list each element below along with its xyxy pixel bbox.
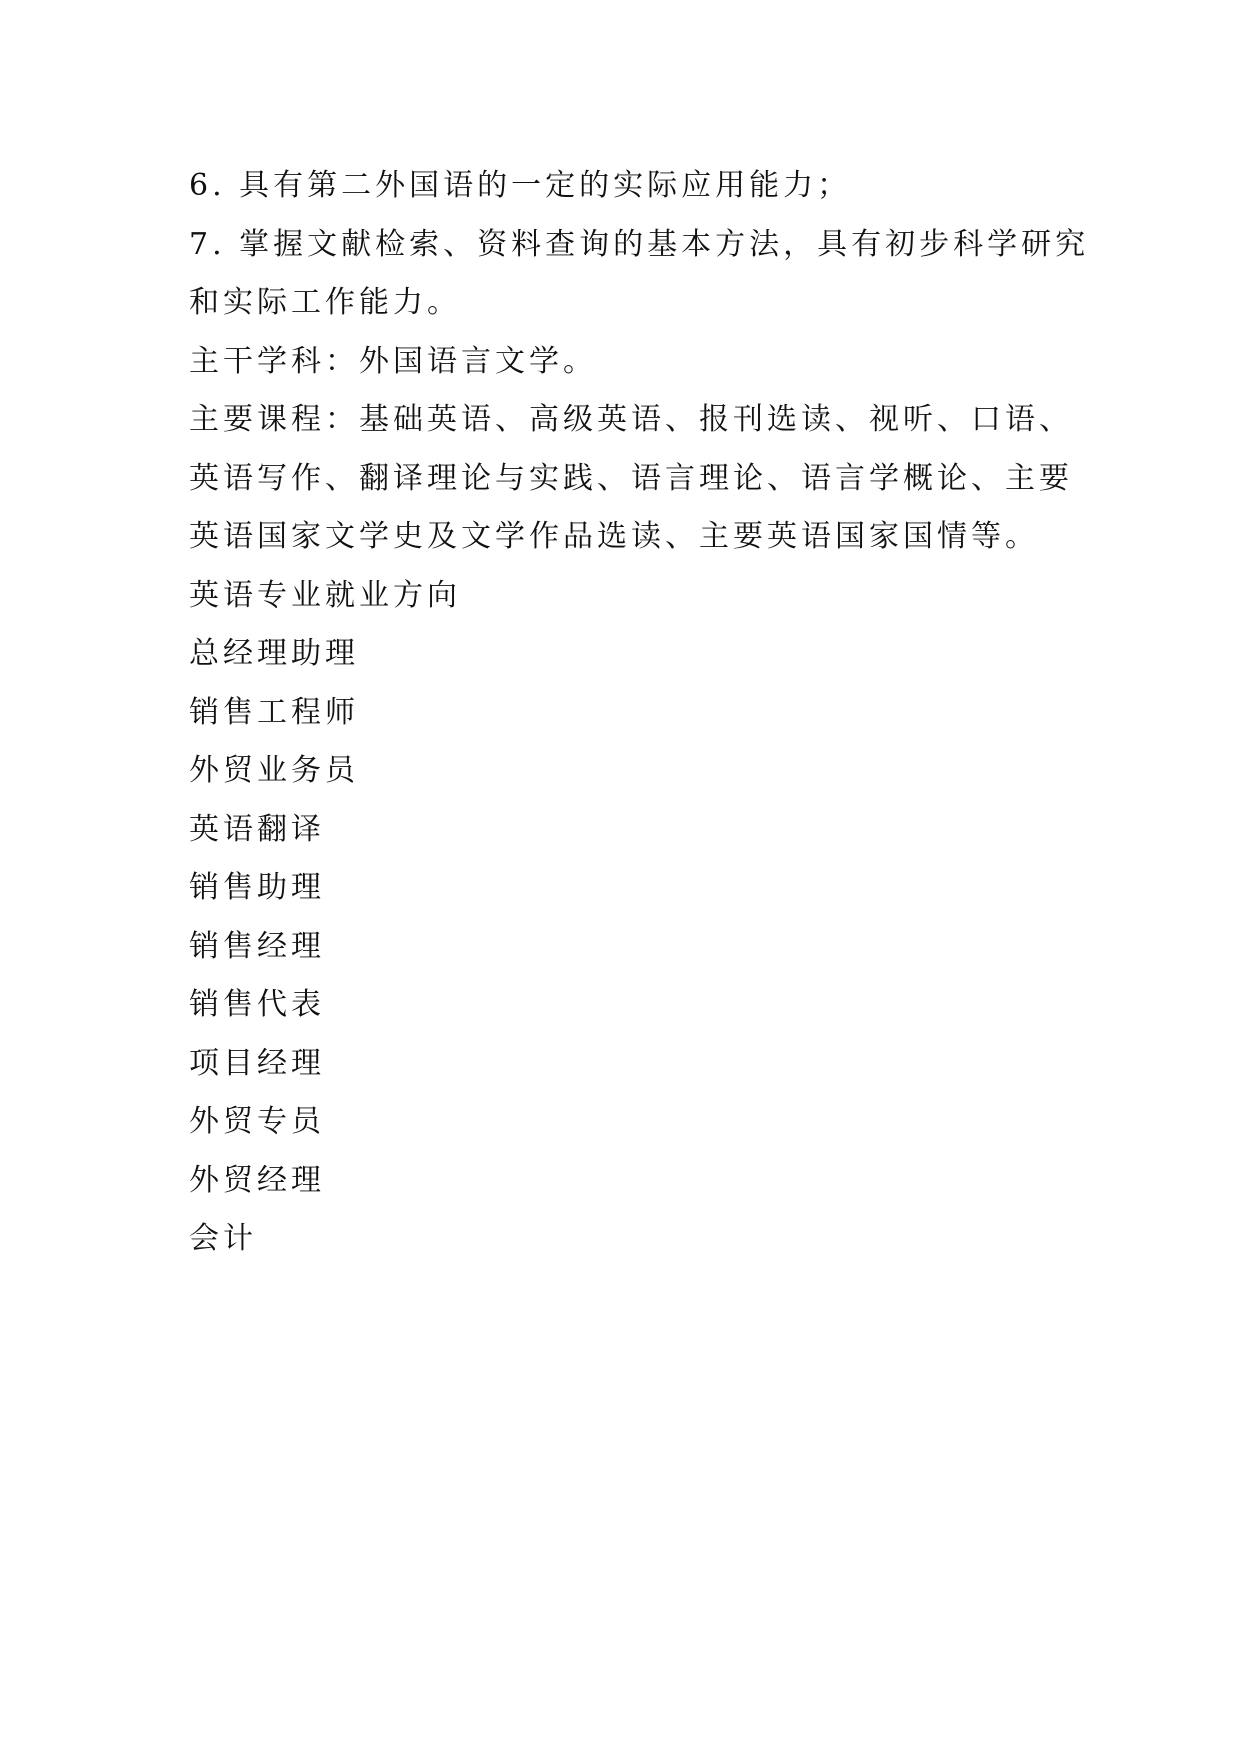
career-section-heading: 英语专业就业方向: [189, 577, 461, 613]
career-item: 销售助理: [189, 870, 325, 905]
main-courses-line-2: 英语写作、翻译理论与实践、语言理论、语言学概论、主要: [189, 460, 1073, 496]
main-courses-line-1: 主要课程：基础英语、高级英语、报刊选读、视听、口语、: [189, 402, 1073, 437]
career-item: 销售经理: [189, 928, 325, 964]
requirement-item-7-continued: 和实际工作能力。: [189, 285, 461, 320]
requirement-item-7: 7. 掌握文献检索、资料查询的基本方法，具有初步科学研究: [189, 226, 1090, 262]
career-item: 销售工程师: [189, 694, 359, 730]
main-courses-line-3: 英语国家文学史及文学作品选读、主要英语国家国情等。: [189, 519, 1039, 554]
career-item: 总经理助理: [189, 636, 359, 671]
career-item: 外贸经理: [189, 1162, 325, 1198]
document-body: [189, 157, 1090, 1269]
career-item: 项目经理: [189, 1045, 325, 1081]
career-item: 外贸专员: [189, 1104, 325, 1139]
career-item: 外贸业务员: [189, 753, 359, 788]
career-item: 会计: [189, 1221, 257, 1256]
career-item: 销售代表: [189, 987, 325, 1022]
main-discipline: 主干学科：外国语言文学。: [189, 343, 597, 379]
requirement-item-6: 6. 具有第二外国语的一定的实际应用能力；: [189, 168, 852, 203]
career-item: 英语翻译: [189, 811, 325, 847]
